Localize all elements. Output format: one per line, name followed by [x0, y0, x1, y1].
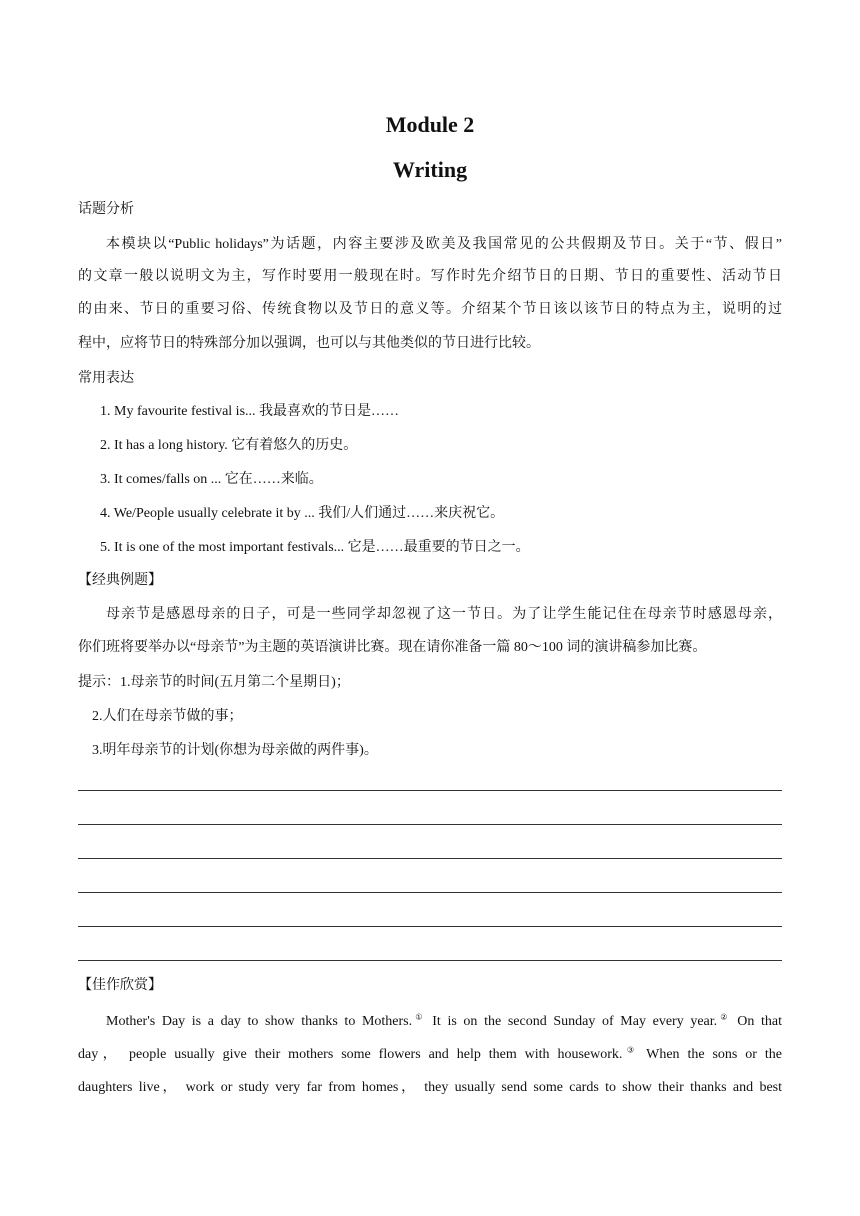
example-line: 你们班将要举办以“母亲节”为主题的英语演讲比赛。现在请你准备一篇 80～100 词的演讲稿参加比赛。	[78, 640, 707, 655]
page-subtitle: Writing	[392, 157, 468, 182]
topic-line: 程中，应将节日的特殊部分加以强调，也可以与其他类似的节日进行比较。	[78, 336, 540, 351]
answer-line[interactable]	[78, 858, 782, 859]
answer-line[interactable]	[78, 824, 782, 825]
hint-line: 2.人们在母亲节做的事；	[92, 709, 243, 724]
expression-item: 1. My favourite festival is... 我最喜欢的节日是……	[100, 404, 400, 419]
answer-line[interactable]	[78, 960, 782, 961]
hint-line: 3.明年母亲节的计划(你想为母亲做的两件事)。	[92, 743, 378, 758]
topic-heading: 话题分析	[78, 202, 134, 217]
answer-line[interactable]	[78, 790, 782, 791]
sample-line: day， people usually give their mothers some flowers and help them with housework.③ When the sons or the	[78, 1045, 782, 1062]
example-heading: 【经典例题】	[78, 573, 162, 588]
example-line: 母亲节是感恩母亲的日子，可是一些同学却忽视了这一节日。为了让学生能记住在母亲节时感恩母亲，	[106, 607, 782, 622]
answer-line[interactable]	[78, 892, 782, 893]
expression-item: 2. It has a long history. 它有着悠久的历史。	[100, 438, 358, 453]
topic-line: 的由来、节日的重要习俗、传统食物以及节日的意义等。介绍某个节日该以该节日的特点为主，说明的过	[78, 302, 782, 317]
note-marker: ②	[717, 1012, 731, 1022]
expression-item: 3. It comes/falls on ... 它在……来临。	[100, 472, 323, 487]
note-marker: ③	[622, 1045, 639, 1055]
answer-line[interactable]	[78, 926, 782, 927]
note-marker: ①	[412, 1012, 426, 1022]
expressions-heading: 常用表达	[78, 371, 134, 386]
topic-line: 的文章一般以说明文为主，写作时要用一般现在时。写作时先介绍节日的日期、节日的重要性、活动节日	[78, 269, 782, 284]
sample-heading: 【佳作欣赏】	[78, 978, 162, 993]
topic-line: 本模块以“Public holidays”为话题，内容主要涉及欧美及我国常见的公共假期及节日。关于“节、假日”	[106, 237, 782, 252]
page-title: Module 2	[385, 112, 475, 137]
hint-line: 提示：1.母亲节的时间(五月第二个星期日)；	[78, 675, 350, 690]
sample-line: daughters live， work or study very far from homes， they usually send some cards to show their thanks and best	[78, 1080, 782, 1095]
expression-item: 5. It is one of the most important festivals... 它是……最重要的节日之一。	[100, 540, 530, 555]
sample-line: Mother's Day is a day to show thanks to Mothers.① It is on the second Sunday of May every year.② On that	[106, 1012, 783, 1029]
expression-item: 4. We/People usually celebrate it by ... 我们/人们通过……来庆祝它。	[100, 506, 505, 521]
